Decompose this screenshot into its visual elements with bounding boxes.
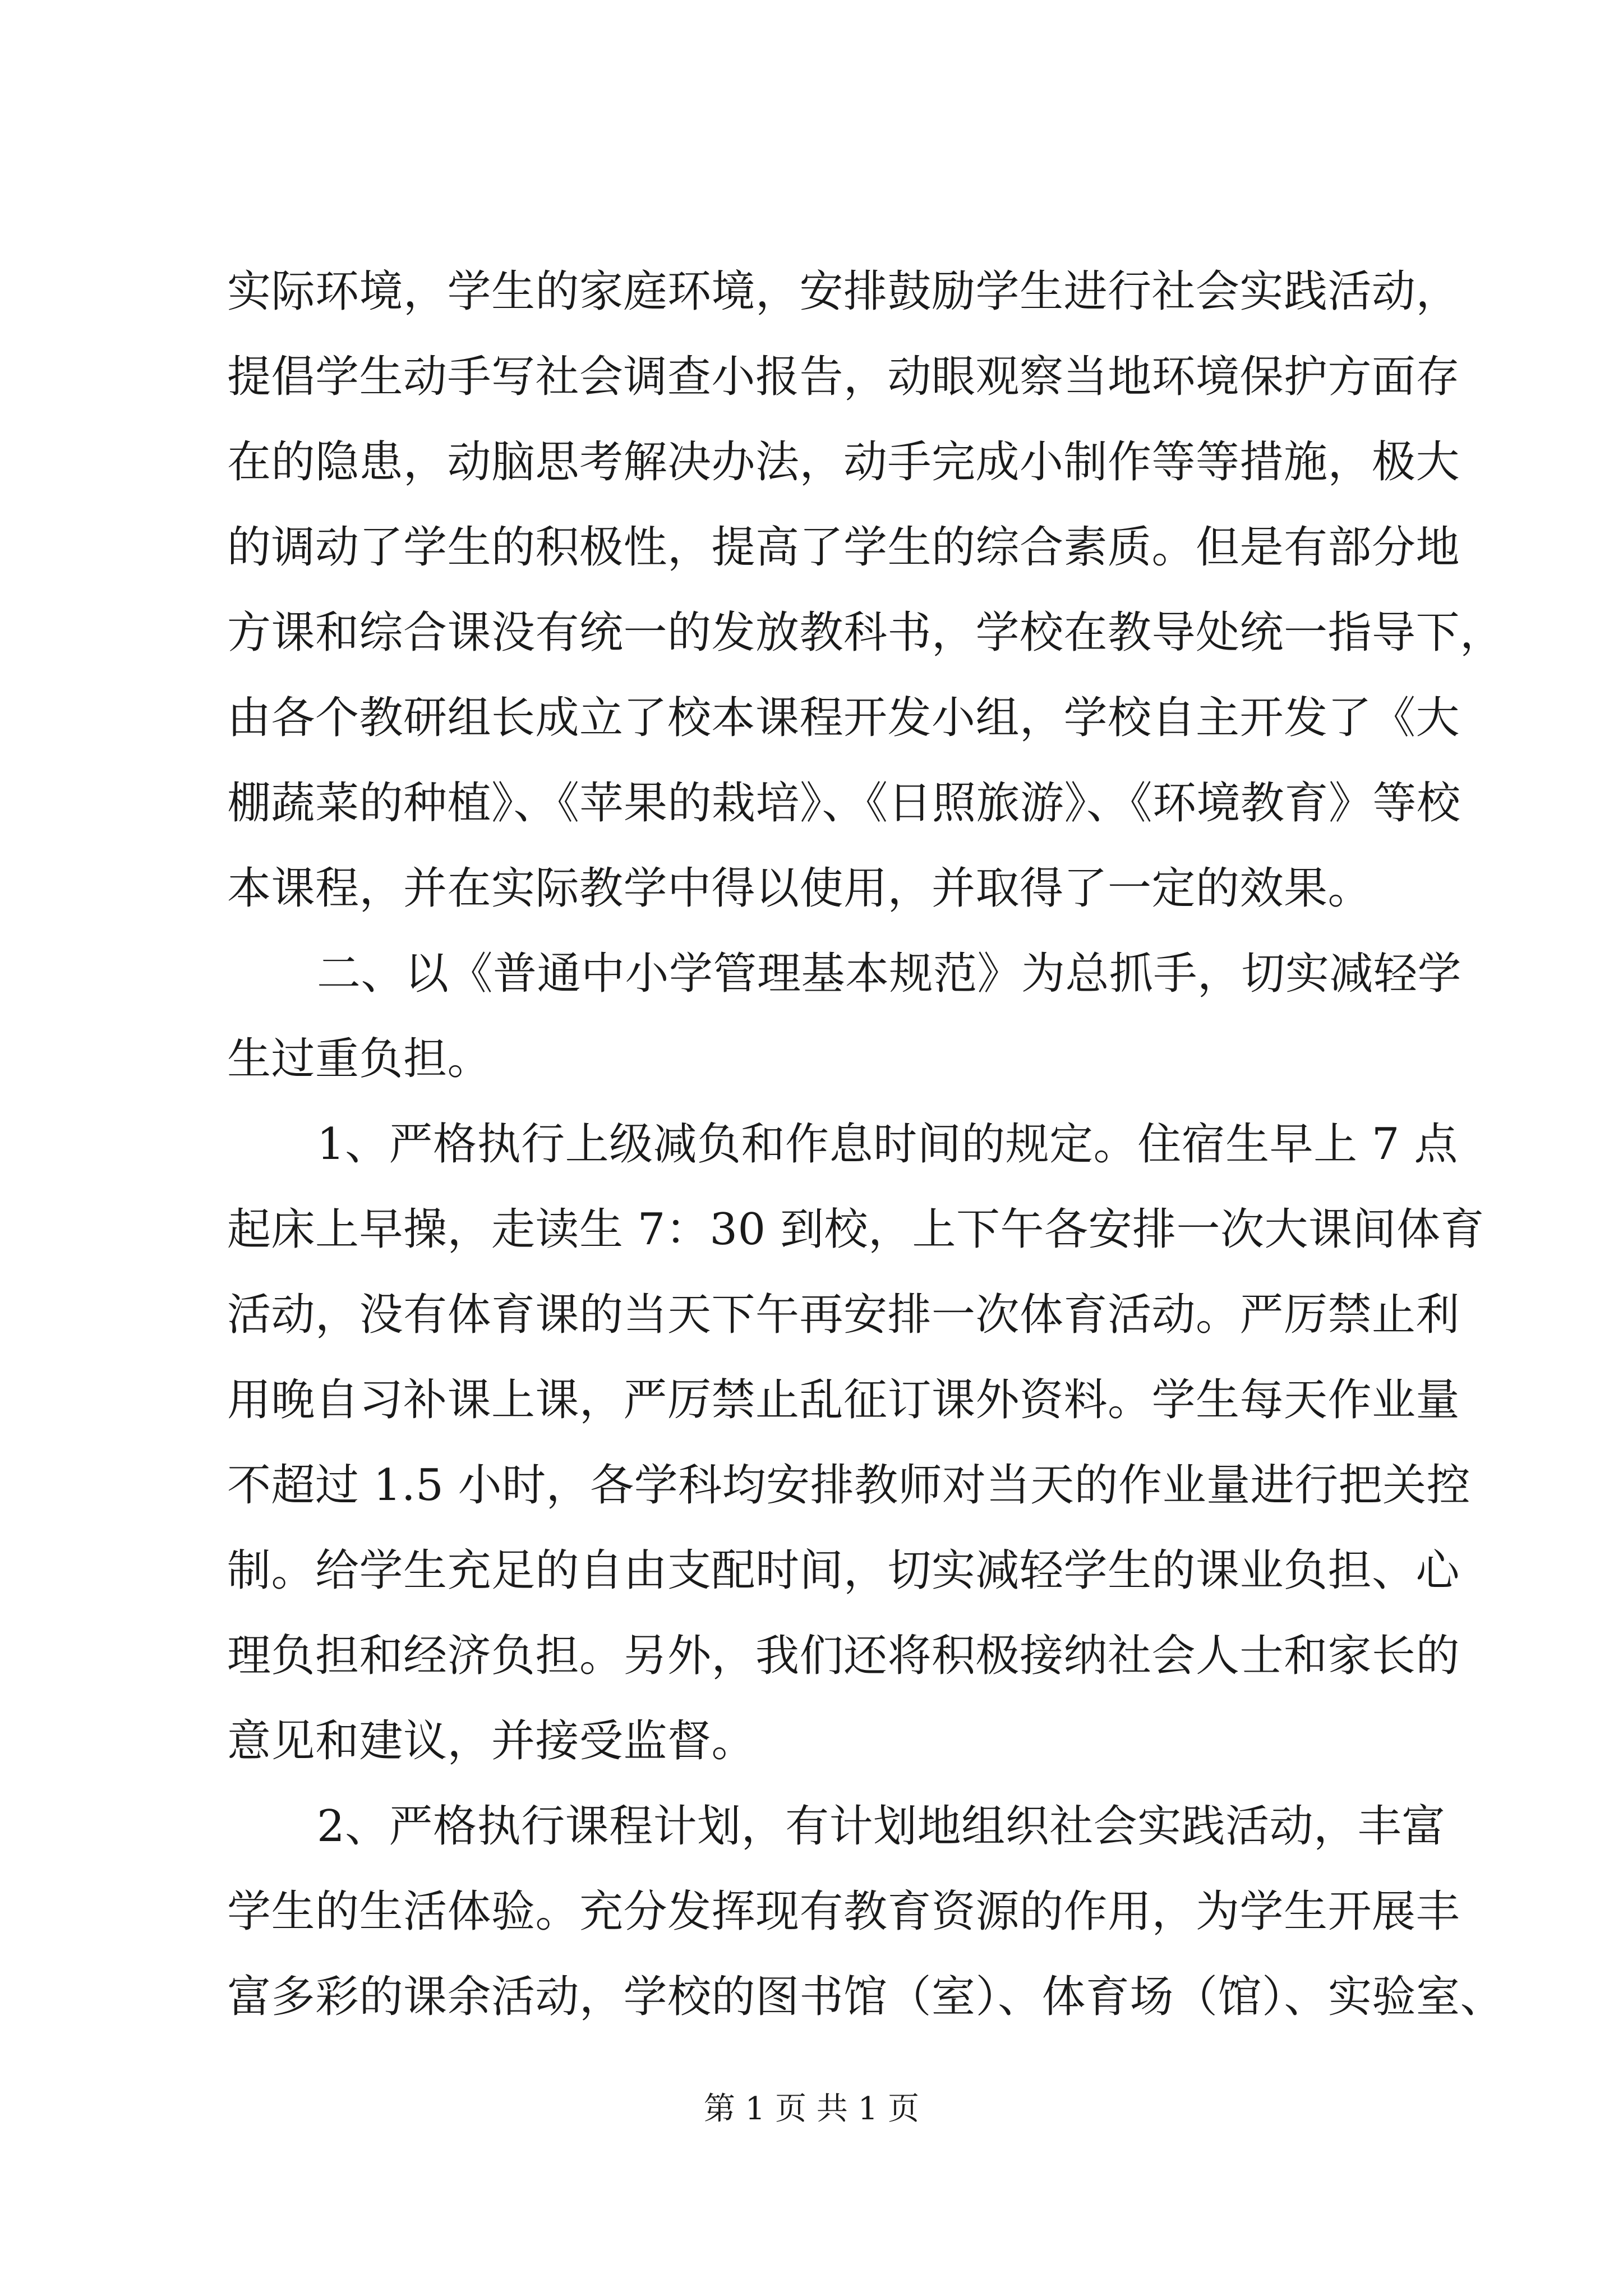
text-line: 理负担和经济负担。另外，我们还将积极接纳社会人士和家长的 xyxy=(227,1631,1460,1681)
text-line: 不超过 1.5 小时，各学科均安排教师对当天的作业量进行把关控 xyxy=(227,1460,1471,1511)
text-line: 1、严格执行上级减负和作息时间的规定。住宿生早上 7 点 xyxy=(317,1119,1458,1170)
text-line: 方课和综合课没有统一的发放教科书，学校在教导处统一指导下， xyxy=(227,608,1504,658)
text-line: 由各个教研组长成立了校本课程开发小组，学校自主开发了《大 xyxy=(227,693,1460,743)
text-line: 制。给学生充足的自由支配时间，切实减轻学生的课业负担、心 xyxy=(227,1545,1460,1596)
text-line: 提倡学生动手写社会调查小报告，动眼观察当地环境保护方面存 xyxy=(227,352,1460,402)
text-line: 起床上早操，走读生 7：30 到校，上下午各安排一次大课间体育 xyxy=(227,1204,1484,1255)
text-line: 活动，没有体育课的当天下午再安排一次体育活动。严厉禁止利 xyxy=(227,1290,1460,1340)
text-line: 学生的生活体验。充分发挥现有教育资源的作用，为学生开展丰 xyxy=(227,1887,1460,1937)
text-line: 本课程，并在实际教学中得以使用，并取得了一定的效果。 xyxy=(227,863,1372,914)
text-line: 富多彩的课余活动，学校的图书馆（室）、体育场（馆）、实验室、 xyxy=(227,1972,1505,2022)
text-line: 实际环境，学生的家庭环境，安排鼓励学生进行社会实践活动， xyxy=(227,266,1460,317)
section-heading-line: 生过重负担。 xyxy=(227,1034,492,1084)
text-line: 2、严格执行课程计划，有计划地组织社会实践活动，丰富 xyxy=(317,1801,1446,1852)
text-line: 用晚自习补课上课，严厉禁止乱征订课外资料。学生每天作业量 xyxy=(227,1375,1460,1425)
page-footer xyxy=(0,2087,1623,2132)
text-line: 棚蔬菜的种植》、《苹果的栽培》、《日照旅游》、《环境教育》等校 xyxy=(227,778,1461,829)
section-heading-line: 二、以《普通中小学管理基本规范》为总抓手，切实减轻学 xyxy=(317,949,1462,999)
text-line: 在的隐患，动脑思考解决办法，动手完成小制作等等措施，极大 xyxy=(227,437,1460,487)
text-line: 意见和建议，并接受监督。 xyxy=(227,1716,756,1766)
page-number-label: 第 1 页 共 1 页 xyxy=(703,2091,920,2127)
text-line: 的调动了学生的积极性，提高了学生的综合素质。但是有部分地 xyxy=(227,522,1460,573)
